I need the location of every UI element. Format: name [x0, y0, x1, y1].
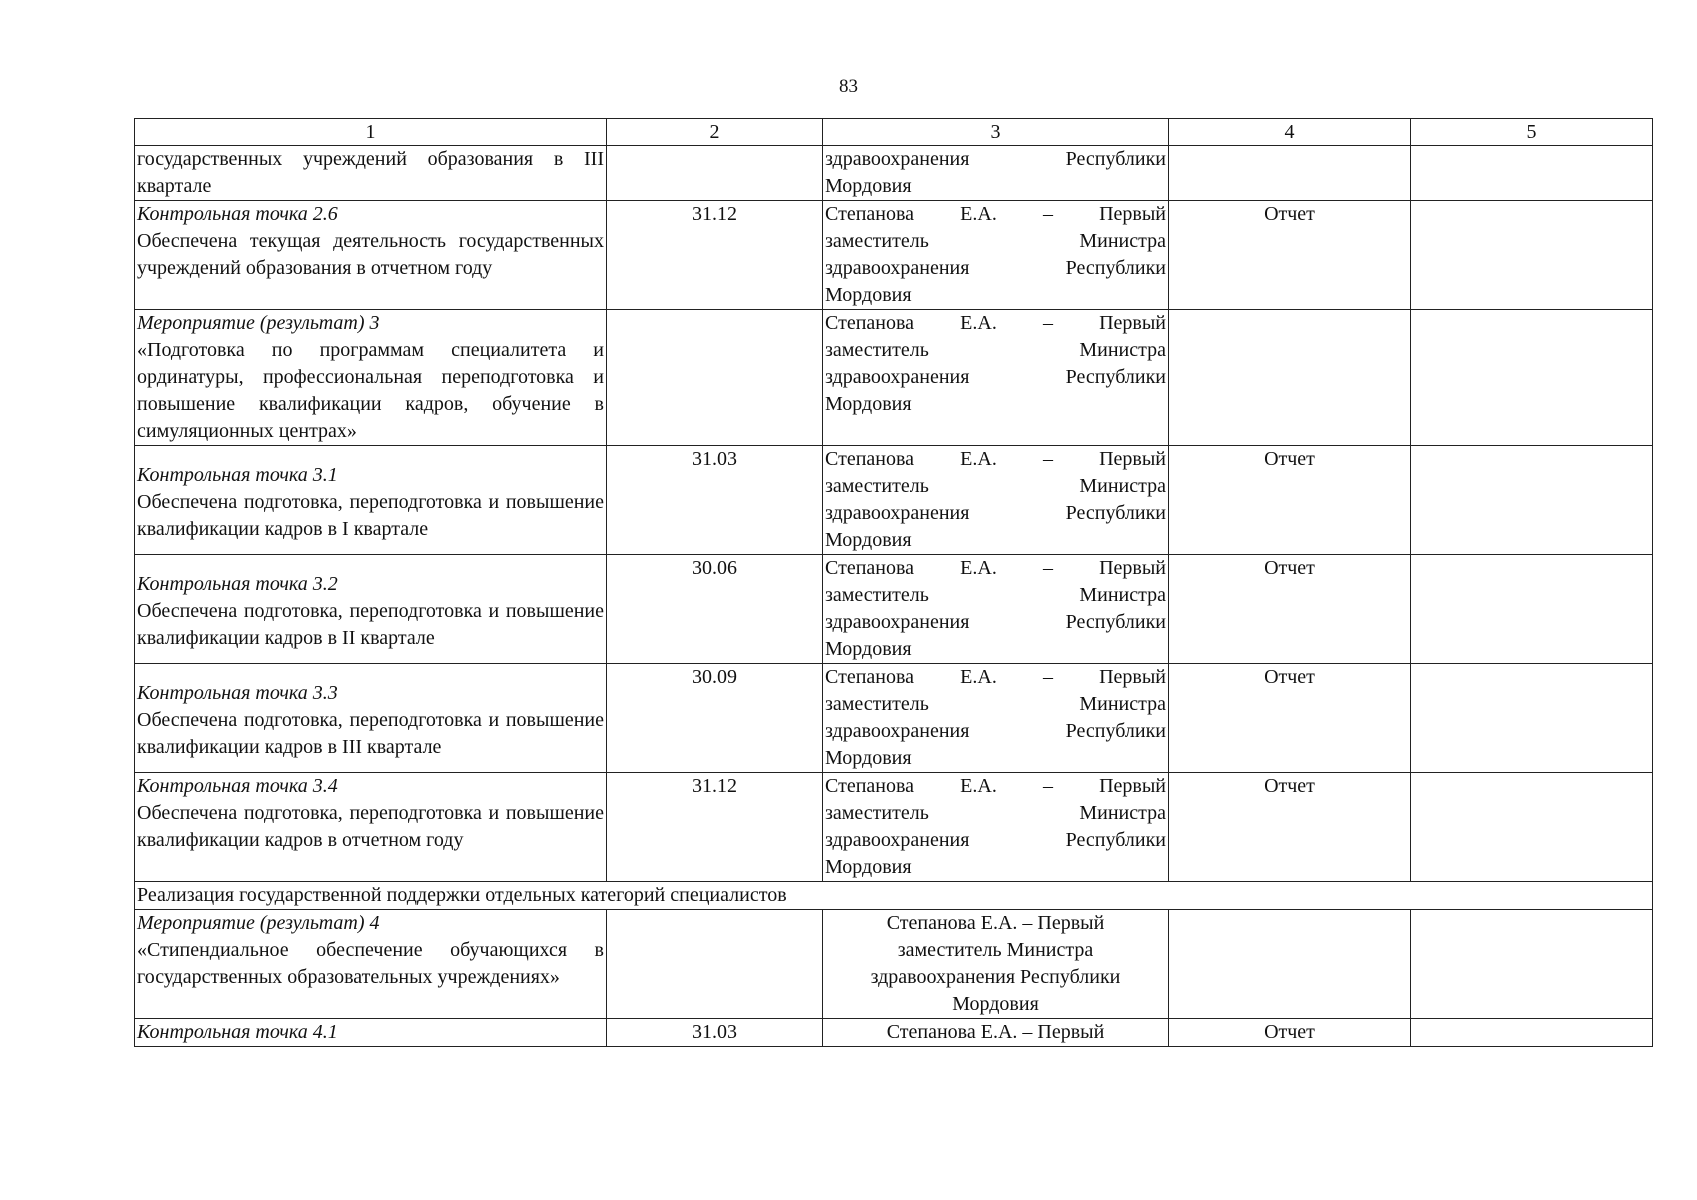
item-text: Обеспечена подготовка, переподготовка и повышение квалификации кадров в III квартале: [137, 709, 604, 758]
responsible-line: заместитель Министра: [825, 475, 1166, 497]
cell-description: [135, 664, 607, 773]
responsible-line: заместитель Министра: [897, 939, 1094, 961]
cell-responsible: [823, 1019, 1169, 1047]
cell-note: [1411, 310, 1653, 446]
cell-date: [607, 146, 823, 201]
responsible-line: заместитель Министра: [825, 802, 1166, 824]
cell-description: [135, 773, 607, 882]
header-col-1: 1: [135, 119, 607, 146]
cell-description: [135, 201, 607, 310]
cell-date: 31.03: [607, 1019, 823, 1047]
responsible-line: Мордовия: [825, 175, 912, 197]
responsible-line: Мордовия: [952, 993, 1039, 1015]
item-title: Контрольная точка 3.2: [137, 573, 338, 595]
cell-result: Отчет: [1169, 446, 1411, 555]
cell-responsible: [823, 310, 1169, 446]
item-title: Контрольная точка 2.6: [137, 203, 338, 225]
responsible-line: Степанова Е.А. – Первый: [886, 1021, 1105, 1043]
header-col-3: 3: [823, 119, 1169, 146]
cell-result: Отчет: [1169, 555, 1411, 664]
cell-description: [135, 555, 607, 664]
cell-responsible: [823, 555, 1169, 664]
responsible-line: заместитель Министра: [825, 693, 1166, 715]
responsible-line: Степанова Е.А. – Первый: [825, 448, 1166, 470]
item-text: государственных учреждений образования в III квартале: [137, 148, 604, 197]
responsible-line: здравоохранения Республики: [825, 611, 1166, 633]
cell-responsible: [823, 446, 1169, 555]
responsible-line: Степанова Е.А. – Первый: [825, 666, 1166, 688]
item-text: «Стипендиальное обеспечение обучающихся в государственных образовательных учреждениях»: [137, 939, 604, 988]
item-title: Мероприятие (результат) 4: [137, 912, 380, 934]
responsible-line: здравоохранения Республики: [825, 257, 1166, 279]
cell-result: Отчет: [1169, 664, 1411, 773]
responsible-line: Степанова Е.А. – Первый: [825, 775, 1166, 797]
table-row: [135, 201, 1653, 310]
responsible-line: Мордовия: [825, 856, 912, 878]
item-title: Мероприятие (результат) 3: [137, 312, 380, 334]
cell-date: [607, 310, 823, 446]
cell-description: [135, 1019, 607, 1047]
item-text: «Подготовка по программам специалитета и ординатуры, профессиональная переподготовка и повышение квалификации кадров, обучение в симуляционных центрах»: [137, 339, 604, 442]
cell-result: [1169, 146, 1411, 201]
cell-note: [1411, 1019, 1653, 1047]
item-text: Обеспечена подготовка, переподготовка и повышение квалификации кадров в II квартале: [137, 600, 604, 649]
table-row: [135, 555, 1653, 664]
item-title: Контрольная точка 3.4: [137, 775, 338, 797]
responsible-line: Степанова Е.А. – Первый: [825, 312, 1166, 334]
cell-note: [1411, 555, 1653, 664]
cell-responsible: [823, 910, 1169, 1019]
cell-note: [1411, 201, 1653, 310]
responsible-line: здравоохранения Республики: [825, 720, 1166, 742]
cell-responsible: [823, 146, 1169, 201]
page-number: 83: [839, 76, 858, 97]
table-row: [135, 664, 1653, 773]
table-row: [135, 1019, 1653, 1047]
responsible-line: Степанова Е.А. – Первый: [825, 203, 1166, 225]
responsible-line: заместитель Министра: [825, 584, 1166, 606]
cell-description: [135, 310, 607, 446]
cell-date: 30.06: [607, 555, 823, 664]
responsible-line: Степанова Е.А. – Первый: [886, 912, 1105, 934]
table-row: [135, 910, 1653, 1019]
cell-responsible: [823, 664, 1169, 773]
cell-note: [1411, 146, 1653, 201]
item-title: Контрольная точка 3.1: [137, 464, 338, 486]
plan-table: [134, 118, 1653, 1047]
responsible-line: Мордовия: [825, 393, 912, 415]
responsible-line: здравоохранения Республики: [825, 502, 1166, 524]
item-title: Контрольная точка 3.3: [137, 682, 338, 704]
header-col-5: 5: [1411, 119, 1653, 146]
cell-description: [135, 910, 607, 1019]
cell-date: [607, 910, 823, 1019]
cell-note: [1411, 446, 1653, 555]
responsible-line: Мордовия: [825, 747, 912, 769]
table-row: [135, 773, 1653, 882]
responsible-line: здравоохранения Республики: [825, 148, 1166, 170]
item-text: Обеспечена подготовка, переподготовка и повышение квалификации кадров в отчетном году: [137, 802, 604, 851]
cell-description: [135, 446, 607, 555]
responsible-line: Мордовия: [825, 638, 912, 660]
responsible-line: здравоохранения Республики: [825, 829, 1166, 851]
responsible-line: Мордовия: [825, 284, 912, 306]
cell-result: Отчет: [1169, 1019, 1411, 1047]
section-heading: Реализация государственной поддержки отдельных категорий специалистов: [135, 882, 1653, 910]
responsible-line: заместитель Министра: [825, 230, 1166, 252]
cell-note: [1411, 773, 1653, 882]
header-row: [135, 119, 1653, 146]
header-col-2: 2: [607, 119, 823, 146]
table-row: [135, 446, 1653, 555]
cell-description: [135, 146, 607, 201]
item-title: Контрольная точка 4.1: [137, 1021, 338, 1043]
cell-result: Отчет: [1169, 773, 1411, 882]
cell-result: [1169, 910, 1411, 1019]
cell-date: 31.12: [607, 201, 823, 310]
table-row: [135, 146, 1653, 201]
cell-responsible: [823, 201, 1169, 310]
responsible-line: заместитель Министра: [825, 339, 1166, 361]
table-row: [135, 310, 1653, 446]
cell-note: [1411, 664, 1653, 773]
item-text: Обеспечена подготовка, переподготовка и повышение квалификации кадров в I квартале: [137, 491, 604, 540]
cell-responsible: [823, 773, 1169, 882]
cell-note: [1411, 910, 1653, 1019]
responsible-line: Мордовия: [825, 529, 912, 551]
responsible-line: здравоохранения Республики: [825, 366, 1166, 388]
responsible-line: Степанова Е.А. – Первый: [825, 557, 1166, 579]
cell-date: 31.12: [607, 773, 823, 882]
item-text: Обеспечена текущая деятельность государственных учреждений образования в отчетном году: [137, 230, 604, 279]
cell-result: Отчет: [1169, 201, 1411, 310]
cell-date: 31.03: [607, 446, 823, 555]
responsible-line: здравоохранения Республики: [870, 966, 1121, 988]
section-row: [135, 882, 1653, 910]
header-col-4: 4: [1169, 119, 1411, 146]
cell-date: 30.09: [607, 664, 823, 773]
cell-result: [1169, 310, 1411, 446]
